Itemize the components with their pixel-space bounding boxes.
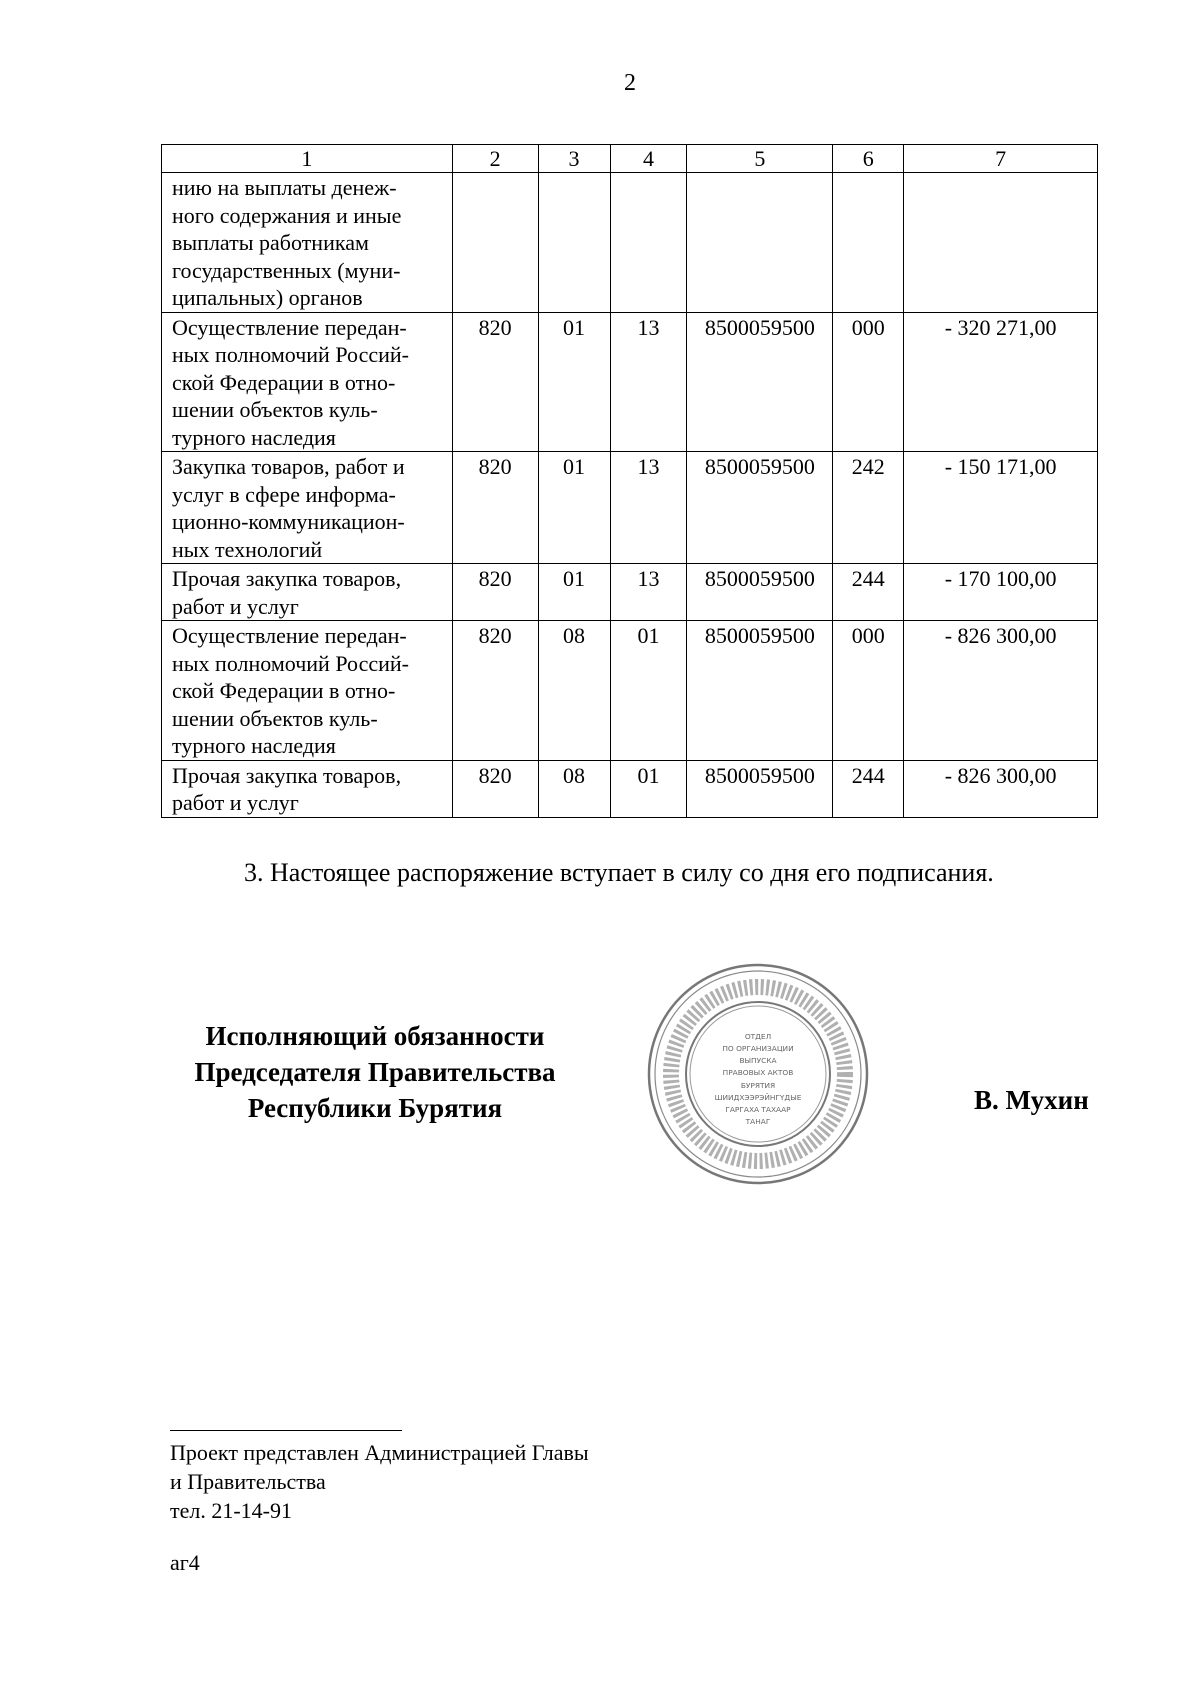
name-line: выплаты работникам [172,230,369,255]
signer-position-line: Республики Бурятия [247,1093,503,1123]
name-line: ных технологий [172,536,323,562]
table-row [162,452,1098,564]
stamp-line: ТАНАГ [745,1117,771,1126]
row-name-cell [162,452,453,564]
name-line: Осуществление передан- [172,623,407,648]
expense-type-cell: 000 [833,312,904,452]
section-code-cell: 01 [538,564,610,621]
name-line: Осуществление передан- [172,314,407,340]
name-line: работ и услуг [172,790,299,815]
row-name-cell [162,621,453,761]
amount-cell: - 170 100,00 [904,564,1098,621]
subsection-code-cell [610,173,687,313]
section-code-cell: 08 [538,621,610,761]
target-article-cell: 8500059500 [687,312,833,452]
amount-cell [904,173,1098,313]
signer-position [155,1018,595,1126]
reference-code: аг4 [170,1550,200,1575]
target-article-cell: 8500059500 [687,760,833,817]
footnote-line: Проект представлен Администрацией Главы [170,1440,589,1465]
table-header-row [162,145,1098,173]
name-line: турного наследия [172,733,336,758]
signer-position-line: Председателя Правительства [194,1057,556,1087]
column-header: 2 [452,145,538,173]
section-code-cell: 08 [538,760,610,817]
expense-type-cell: 244 [833,760,904,817]
amount-cell: - 150 171,00 [904,452,1098,564]
signer-name: В. Мухин [974,1085,1089,1115]
footnote-line: и Правительства [170,1469,326,1494]
row-name-cell [162,173,453,313]
subsection-code-cell: 13 [610,312,687,452]
table-row [162,173,1098,313]
expense-type-cell: 242 [833,452,904,564]
stamp-line: ГАРГАХА ТАХААР [725,1105,791,1114]
name-line: ской Федерации в отно- [172,369,396,395]
stamp-line: ВЫПУСКА [739,1056,777,1065]
target-article-cell [687,173,833,313]
name-line: ционно-коммуникацион- [172,509,405,534]
ministry-code-cell [452,173,538,313]
expense-type-cell: 244 [833,564,904,621]
table-row [162,760,1098,817]
name-line: ципальных) органов [172,285,363,310]
section-code-cell: 01 [538,312,610,452]
stamp-line: ПРАВОВЫХ АКТОВ [722,1068,794,1077]
name-line: шении объектов куль- [172,397,378,422]
ministry-code-cell: 820 [452,452,538,564]
ministry-code-cell: 820 [452,564,538,621]
row-name-cell [162,760,453,817]
column-header: 6 [833,145,904,173]
ministry-code-cell: 820 [452,621,538,761]
signer-position-line: Исполняющий обязанности [205,1021,545,1051]
amount-cell: - 320 271,00 [904,312,1098,452]
stamp-line: ОТДЕЛ [744,1032,772,1041]
target-article-cell: 8500059500 [687,564,833,621]
row-name-cell [162,312,453,452]
name-line: работ и услуг [172,593,299,619]
budget-table [161,144,1098,818]
name-line: ного содержания и иные [172,202,402,228]
target-article-cell: 8500059500 [687,452,833,564]
table-row [162,564,1098,621]
column-header: 4 [610,145,687,173]
footnote [170,1438,589,1525]
column-header: 7 [904,145,1098,173]
name-line: ных полномочий Россий- [172,650,409,676]
table-row [162,621,1098,761]
stamp-line: ПО ОРГАНИЗАЦИИ [722,1044,794,1053]
name-line: ных полномочий Россий- [172,342,409,367]
stamp-line: ШИИДХЭЭРЭЙНГҮДЫЕ [714,1093,802,1102]
name-line: шении объектов куль- [172,705,378,731]
clause-3-text: 3. Настоящее распоряжение вступает в силу со дня его подписания. [244,858,994,887]
name-line: ской Федерации в отно- [172,678,396,703]
name-line: турного наследия [172,424,336,450]
page-number: 2 [624,70,636,96]
subsection-code-cell: 13 [610,564,687,621]
column-header: 5 [687,145,833,173]
name-line: Прочая закупка товаров, [172,762,402,788]
amount-cell: - 826 300,00 [904,621,1098,761]
stamp-line: БУРЯТИЯ [740,1081,776,1090]
name-line: услуг в сфере информа- [172,481,396,507]
column-header: 3 [538,145,610,173]
table-row [162,312,1098,452]
amount-cell: - 826 300,00 [904,760,1098,817]
name-line: Закупка товаров, работ и [172,454,405,479]
name-line: Прочая закупка товаров, [172,566,402,591]
subsection-code-cell: 01 [610,760,687,817]
name-line: нию на выплаты денеж- [172,175,397,200]
official-seal-stamp [646,962,870,1186]
subsection-code-cell: 13 [610,452,687,564]
row-name-cell [162,564,453,621]
footnote-line: тел. 21-14-91 [170,1498,293,1523]
subsection-code-cell: 01 [610,621,687,761]
expense-type-cell: 000 [833,621,904,761]
ministry-code-cell: 820 [452,312,538,452]
column-header: 1 [162,145,453,173]
section-code-cell: 01 [538,452,610,564]
expense-type-cell [833,173,904,313]
footnote-divider [170,1430,402,1431]
name-line: государственных (муни- [172,257,401,283]
section-code-cell [538,173,610,313]
ministry-code-cell: 820 [452,760,538,817]
target-article-cell: 8500059500 [687,621,833,761]
